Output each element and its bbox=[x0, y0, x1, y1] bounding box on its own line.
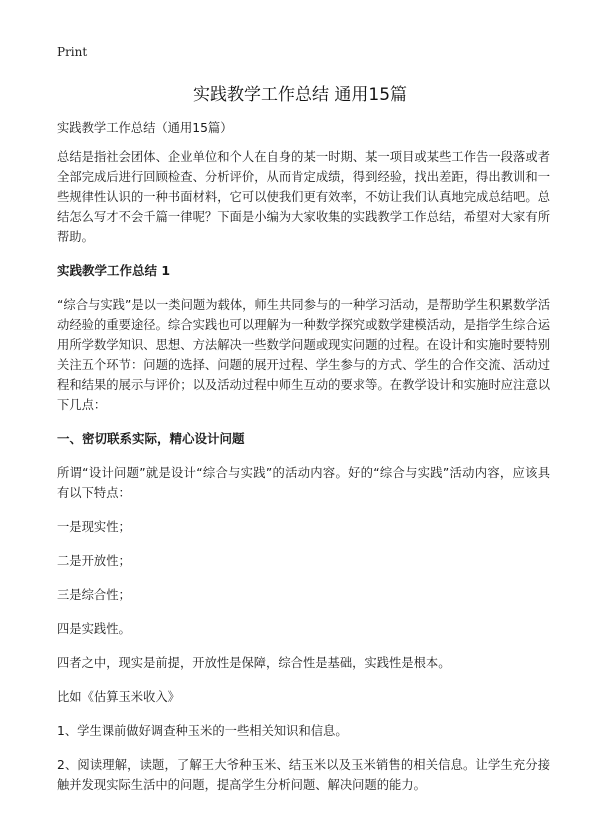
section2-paragraph: 所谓“设计问题”就是设计“综合与实践”的活动内容。好的“综合与实践”活动内容，应该具有以下特点： bbox=[57, 466, 550, 500]
intro-paragraph: 总结是指社会团体、企业单位和个人在自身的某一时期、某一项目或某些工作告一段落或者全部完成后进行回顾检查、分析评价，从而肯定成绩，得到经验，找出差距，得出教训和一些规律性认识的一种书面材料，它可以使我们更有效率，不妨让我们认真地完成总结吧。总结怎么写才不会千篇一律呢？下面是小编为大家收集的实践教学工作总结，希望对大家有所帮助。 bbox=[57, 150, 550, 244]
page-title: 实践教学工作总结 通用15篇 bbox=[192, 85, 408, 105]
section1-paragraph: “综合与实践”是以一类问题为载体，师生共同参与的一种学习活动，是帮助学生积累数学活动经验的重要途径。综合实践也可以理解为一种数学探究或数学建模活动，是指学生综合运用所学数学知识、思想、方法解决一些数学问题或现实问题的过程。在设计和实施时要特别关注五个环节：问题的选择、问题的展开过程、学生参与的方式、学生的合作交流、活动过程和结果的展示与评价；以及活动过程中师生互动的要求等。在教学设计和实施时应注意以下几点： bbox=[57, 298, 550, 412]
document-body bbox=[57, 118, 550, 809]
print-link[interactable]: Print bbox=[57, 45, 88, 59]
section-heading-2: 一、密切联系实际，精心设计问题 bbox=[57, 431, 245, 446]
document-subtitle: 实践教学工作总结（通用15篇） bbox=[57, 121, 233, 135]
feature-point-2: 二是开放性； bbox=[57, 554, 131, 568]
section-heading-1: 实践教学工作总结 1 bbox=[57, 263, 171, 278]
feature-point-4: 四是实践性。 bbox=[57, 622, 131, 636]
feature-point-3: 三是综合性； bbox=[57, 588, 131, 602]
example-title: 比如《估算玉米收入》 bbox=[57, 690, 180, 704]
summary-paragraph: 四者之中，现实是前提，开放性是保障，综合性是基础，实践性是根本。 bbox=[57, 656, 451, 670]
feature-point-1: 一是现实性； bbox=[57, 520, 131, 534]
step-2: 2、阅读理解，读题，了解王大爷种玉米、结玉米以及玉米销售的相关信息。让学生充分接触并发现实际生活中的问题，提高学生分析问题、解决问题的能力。 bbox=[57, 758, 550, 792]
step-1: 1、学生课前做好调查种玉米的一些相关知识和信息。 bbox=[57, 724, 348, 738]
